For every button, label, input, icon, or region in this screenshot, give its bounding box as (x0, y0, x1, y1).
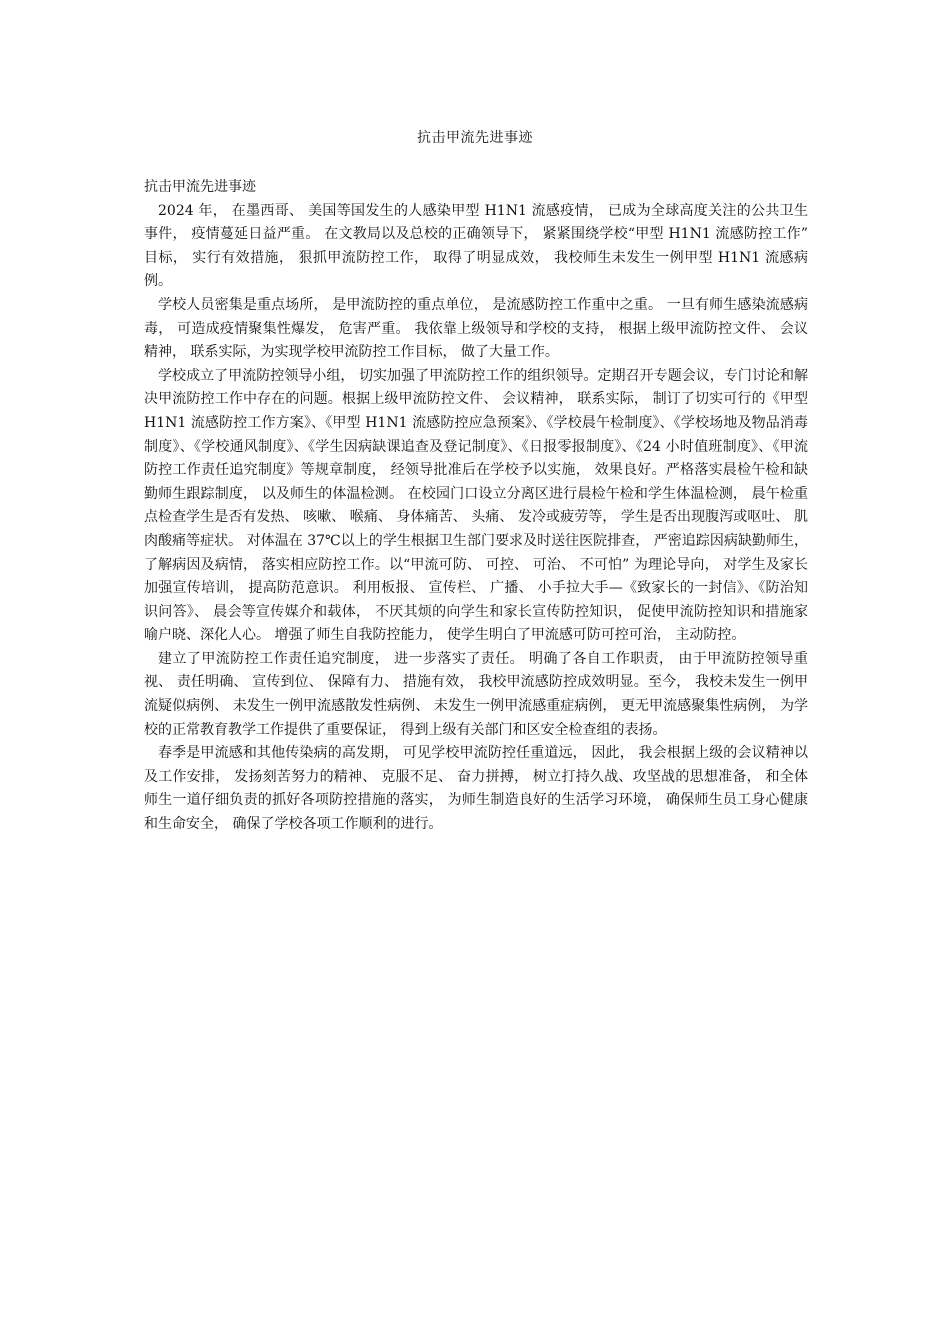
paragraph-responsibility: 建立了甲流防控工作责任追究制度， 进一步落实了责任。 明确了各自工作职责， 由于甲流防控领导重视、 责任明确、 宣传到位、 保障有力、 措施有效， 我校甲流感防控成效明显。至今， 我校未发生一例甲流疑似病例、 未发生一例甲流感散发性病例、 未发生一例甲流感重症病例， 更无甲流感聚集性病例， 为学校的正常教育教学工作提供了重要保证， 得到上级有关部门和区安全检查组的表扬。 (144, 650, 808, 738)
paragraph-outlook: 春季是甲流感和其他传染病的高发期， 可见学校甲流防控任重道远， 因此， 我会根据上级的会议精神以及工作安排， 发扬刻苦努力的精神、 克服不足、 奋力拼搏， 树立打持久战、攻坚战的思想准备， 和全体师生一道仔细负责的抓好各项防控措施的落实， 为师生制造良好的生活学习环境， 确保师生员工身心健康和生命安全， 确保了学校各项工作顺利的进行。 (144, 745, 808, 833)
section-heading: 抗击甲流先进事迹 (144, 179, 256, 195)
paragraph-measures: 学校成立了甲流防控领导小组， 切实加强了甲流防控工作的组织领导。定期召开专题会议，专门讨论和解决甲流防控工作中存在的问题。根据上级甲流防控文件、 会议精神， 联系实际， 制订了切实可行的《甲型 H1N1 流感防控工作方案》、《甲型 H1N1 流感防控应急预案》、《学校晨午检制度》、《学校场地及物品消毒制度》、《学校通风制度》、《学生因病缺课追查及登记制度》、《日报零报制度》、《24 小时值班制度》、《甲流防控工作责任追究制度》等规章制度， 经领导批准后在学校予以实施， 效果良好。严格落实晨检午检和缺勤师生跟踪制度， 以及师生的体温检测。 在校园门口设立分离区进行晨检午检和学生体温检测， 晨午检重点检查学生是否有发热、 咳嗽、 喉痛、 身体痛苦、 头痛、 发冷或疲劳等， 学生是否出现腹泻或呕吐、 肌肉酸痛等症状。 对体温在 37℃以上的学生根据卫生部门要求及时送往医院排查， 严密追踪因病缺勤师生， 了解病因及病情， 落实相应防控工作。以“甲流可防、 可控、 可治、 不可怕” 为理论导向， 对学生及家长加强宣传培训， 提高防范意识。 利用板报、 宣传栏、 广播、 小手拉大手—《致家长的一封信》、《防治知识问答》、 晨会等宣传媒介和载体， 不厌其烦的向学生和家长宣传防控知识， 促使甲流防控知识和措施家喻户晓、深化人心。 增强了师生自我防控能力， 使学生明白了甲流感可防可控可治， 主动防控。 (144, 367, 808, 644)
document-body (144, 176, 808, 837)
paragraph-intro: 2024 年， 在墨西哥、 美国等国发生的人感染甲型 H1N1 流感疫情， 已成为全球高度关注的公共卫生事件， 疫情蔓延日益严重。 在文教局以及总校的正确领导下， 紧紧围绕学校“甲型 H1N1 流感防控工作” 目标， 实行有效措施， 狠抓甲流防控工作， 取得了明显成效， 我校师生未发生一例甲型 H1N1 流感病例。 (144, 202, 808, 290)
paragraph-key-site: 学校人员密集是重点场所， 是甲流防控的重点单位， 是流感防控工作重中之重。 一旦有师生感染流感病毒， 可造成疫情聚集性爆发， 危害严重。 我依靠上级领导和学校的支持， 根据上级甲流防控文件、 会议精神， 联系实际，为实现学校甲流防控工作目标， 做了大量工作。 (144, 296, 808, 361)
document-title: 抗击甲流先进事迹 (417, 130, 533, 146)
